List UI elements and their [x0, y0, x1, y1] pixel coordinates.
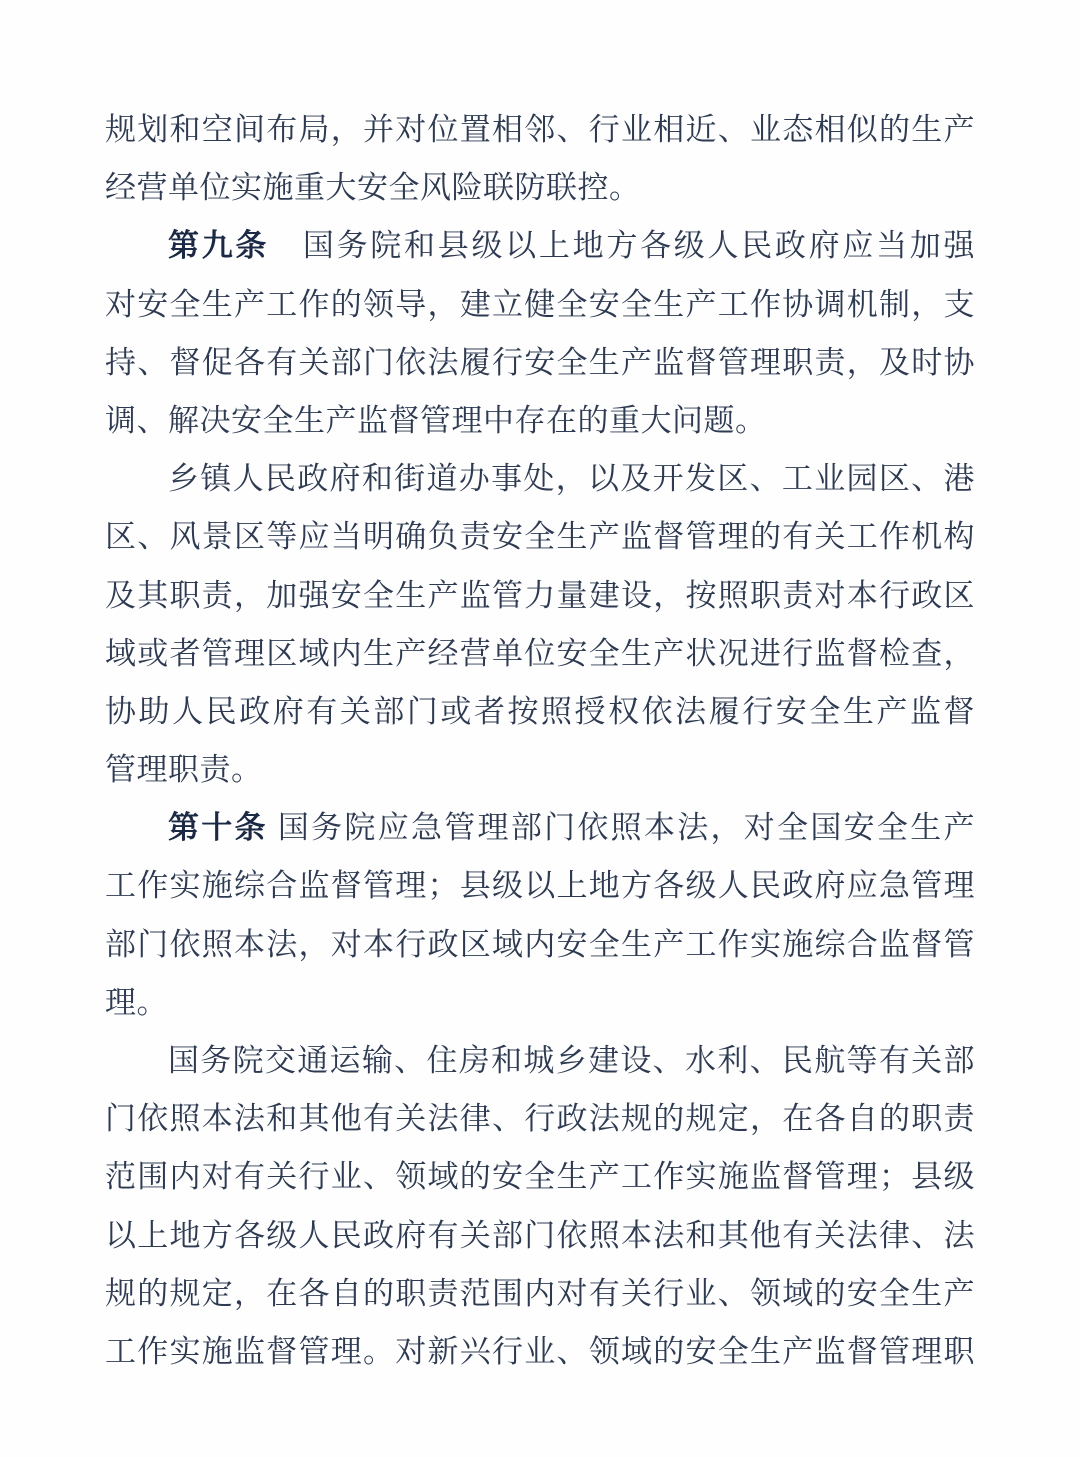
- text-line: 理。: [105, 984, 168, 1020]
- text-line: 域或者管理区域内生产经营单位安全生产状况进行监督检查，: [105, 635, 975, 671]
- text-line: 国务院交通运输、住房和城乡建设、水利、民航等有关部: [168, 1043, 975, 1078]
- text-line: 第九条 国务院和县级以上地方各级人民政府应当加强: [168, 228, 976, 264]
- text-line: 以上地方各级人民政府有关部门依照本法和其他有关法律、法: [105, 1217, 975, 1253]
- text-line: 持、督促各有关部门依法履行安全生产监督管理职责，及时协: [105, 344, 975, 380]
- text-line: 管理职责。: [105, 752, 263, 788]
- text-line: 乡镇人民政府和街道办事处，以及开发区、工业园区、港: [168, 461, 975, 497]
- text-line: 工作实施综合监督管理；县级以上地方各级人民政府应急管理: [105, 868, 975, 904]
- text-line: 工作实施监督管理。对新兴行业、领域的安全生产监督管理职: [105, 1333, 975, 1369]
- text-line: 协助人民政府有关部门或者按照授权依法履行安全生产监督: [105, 693, 975, 729]
- text-line: 经营单位实施重大安全风险联防联控。: [105, 170, 641, 206]
- law-text-block: [105, 101, 975, 1381]
- article-number-heading: 第十条: [168, 810, 268, 846]
- text-line: 规划和空间布局，并对位置相邻、行业相近、业态相似的生产: [105, 112, 975, 147]
- text-line: 调、解决安全生产监督管理中存在的重大问题。: [105, 402, 767, 438]
- text-line: 部门依照本法，对本行政区域内安全生产工作实施综合监督管: [105, 926, 975, 962]
- text-line: 及其职责，加强安全生产监管力量建设，按照职责对本行政区: [105, 577, 975, 613]
- article-number-heading: 第九条: [168, 228, 270, 264]
- text-line: 区、风景区等应当明确负责安全生产监督管理的有关工作机构: [105, 519, 975, 555]
- text-line: 第十条 国务院应急管理部门依照本法，对全国安全生产: [168, 810, 975, 846]
- text-line: 范围内对有关行业、领域的安全生产工作实施监督管理；县级: [105, 1159, 975, 1195]
- text-line: 门依照本法和其他有关法律、行政法规的规定，在各自的职责: [105, 1101, 975, 1137]
- text-line: 对安全生产工作的领导，建立健全安全生产工作协调机制，支: [105, 286, 975, 322]
- text-line: 规的规定，在各自的职责范围内对有关行业、领域的安全生产: [105, 1275, 975, 1311]
